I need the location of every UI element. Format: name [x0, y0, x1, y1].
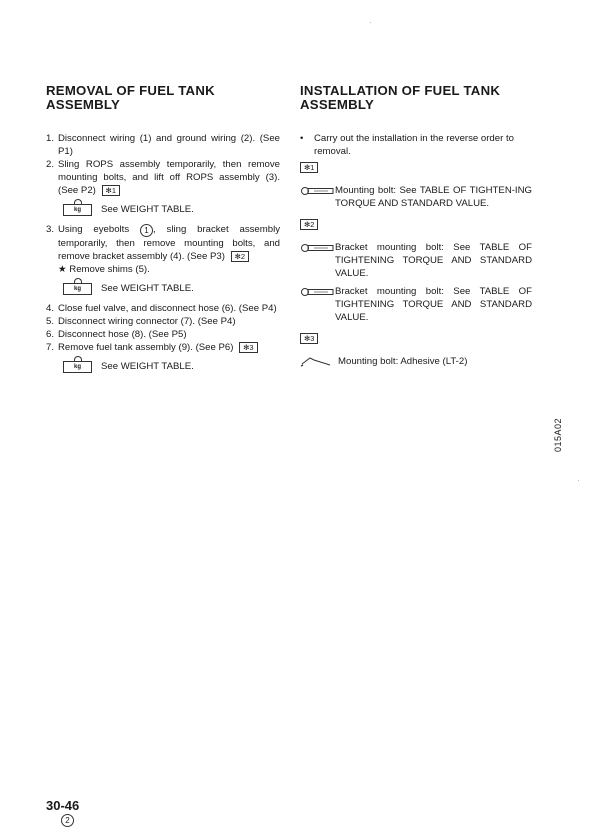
torque-wrench-icon	[300, 286, 335, 298]
bullet-icon: •	[300, 133, 304, 144]
weight-ref-line-1	[63, 202, 280, 216]
intro-text: Carry out the installation in the reverse order to removal.	[314, 133, 514, 157]
scan-speck	[370, 22, 371, 23]
step-2-text: Sling ROPS assembly temporarily, then remove mounting bolts, and lift off ROPS assembly (3). (See P2)	[58, 159, 280, 196]
step-4: 4. Close fuel valve, and disconnect hose (6). (See P4)	[46, 303, 277, 314]
revision-badge: 2	[61, 814, 74, 827]
step-6: 6. Disconnect hose (8). (See P5)	[46, 329, 187, 340]
section-ref-3: ✻3	[300, 333, 318, 344]
removal-column	[46, 84, 280, 380]
torque-item-2: Bracket mounting bolt: See TABLE OF TIGHTENING TORQUE AND STANDARD VALUE.	[300, 241, 532, 280]
weight-ref-text: See WEIGHT TABLE.	[101, 282, 194, 294]
step-3: 3. Using eyebolts 1 , sling bracket assembly temporarily, then remove mounting bolts, and remove bracket assembly (4). (See P3) ✻2 ★ Remove shims (5).	[46, 224, 280, 275]
installation-title: INSTALLATION OF FUEL TANK ASSEMBLY	[300, 83, 501, 112]
removal-steps-end	[46, 302, 280, 354]
removal-steps-cont	[46, 223, 280, 276]
weight-ref-line-2	[63, 281, 280, 295]
intro-bullet	[300, 132, 532, 158]
kg-weight-icon: kg	[63, 283, 92, 295]
ref-box-2: ✻2	[231, 251, 249, 262]
adhesive-icon	[300, 355, 332, 367]
step-2: 2. Sling ROPS assembly temporarily, then remove mounting bolts, and lift off ROPS assembly (3). (See P2) ✻1	[46, 159, 280, 196]
eyebolt-number-badge: 1	[140, 224, 153, 237]
shim-note: Remove shims (5).	[69, 264, 150, 275]
document-code: 015A02	[553, 417, 563, 452]
removal-title: REMOVAL OF FUEL TANK ASSEMBLY	[46, 83, 215, 112]
weight-ref-line-3	[63, 359, 280, 373]
weight-ref-text: See WEIGHT TABLE.	[101, 360, 194, 372]
step-5: 5. Disconnect wiring connector (7). (See P4)	[46, 316, 236, 327]
removal-steps	[46, 132, 280, 197]
section-ref-1: ✻1	[300, 162, 318, 173]
scan-speck	[578, 480, 579, 481]
ref-box-1: ✻1	[102, 185, 120, 196]
page-number: 30-46	[46, 798, 80, 813]
torque-item-3: Bracket mounting bolt: See TABLE OF TIGHTENING TORQUE AND STANDARD VALUE.	[300, 285, 532, 324]
section-ref-2: ✻2	[300, 219, 318, 230]
installation-column	[300, 84, 532, 373]
kg-weight-icon: kg	[63, 204, 92, 216]
kg-weight-icon: kg	[63, 361, 92, 373]
torque-wrench-icon	[300, 242, 335, 254]
step-7: 7. Remove fuel tank assembly (9). (See P6) ✻3	[46, 341, 280, 354]
weight-ref-text: See WEIGHT TABLE.	[101, 203, 194, 215]
torque-item-1: Mounting bolt: See TABLE OF TIGHTEN-ING TORQUE AND STANDARD VALUE.	[300, 184, 532, 210]
adhesive-item: Mounting bolt: Adhesive (LT-2)	[300, 355, 532, 368]
step-1-text: Disconnect wiring (1) and ground wiring (2). (See P1)	[58, 133, 280, 157]
ref-box-3: ✻3	[239, 342, 257, 353]
step-1: 1. Disconnect wiring (1) and ground wiring (2). (See P1)	[46, 133, 280, 157]
torque-wrench-icon	[300, 185, 335, 197]
star-icon: ★	[58, 264, 67, 275]
